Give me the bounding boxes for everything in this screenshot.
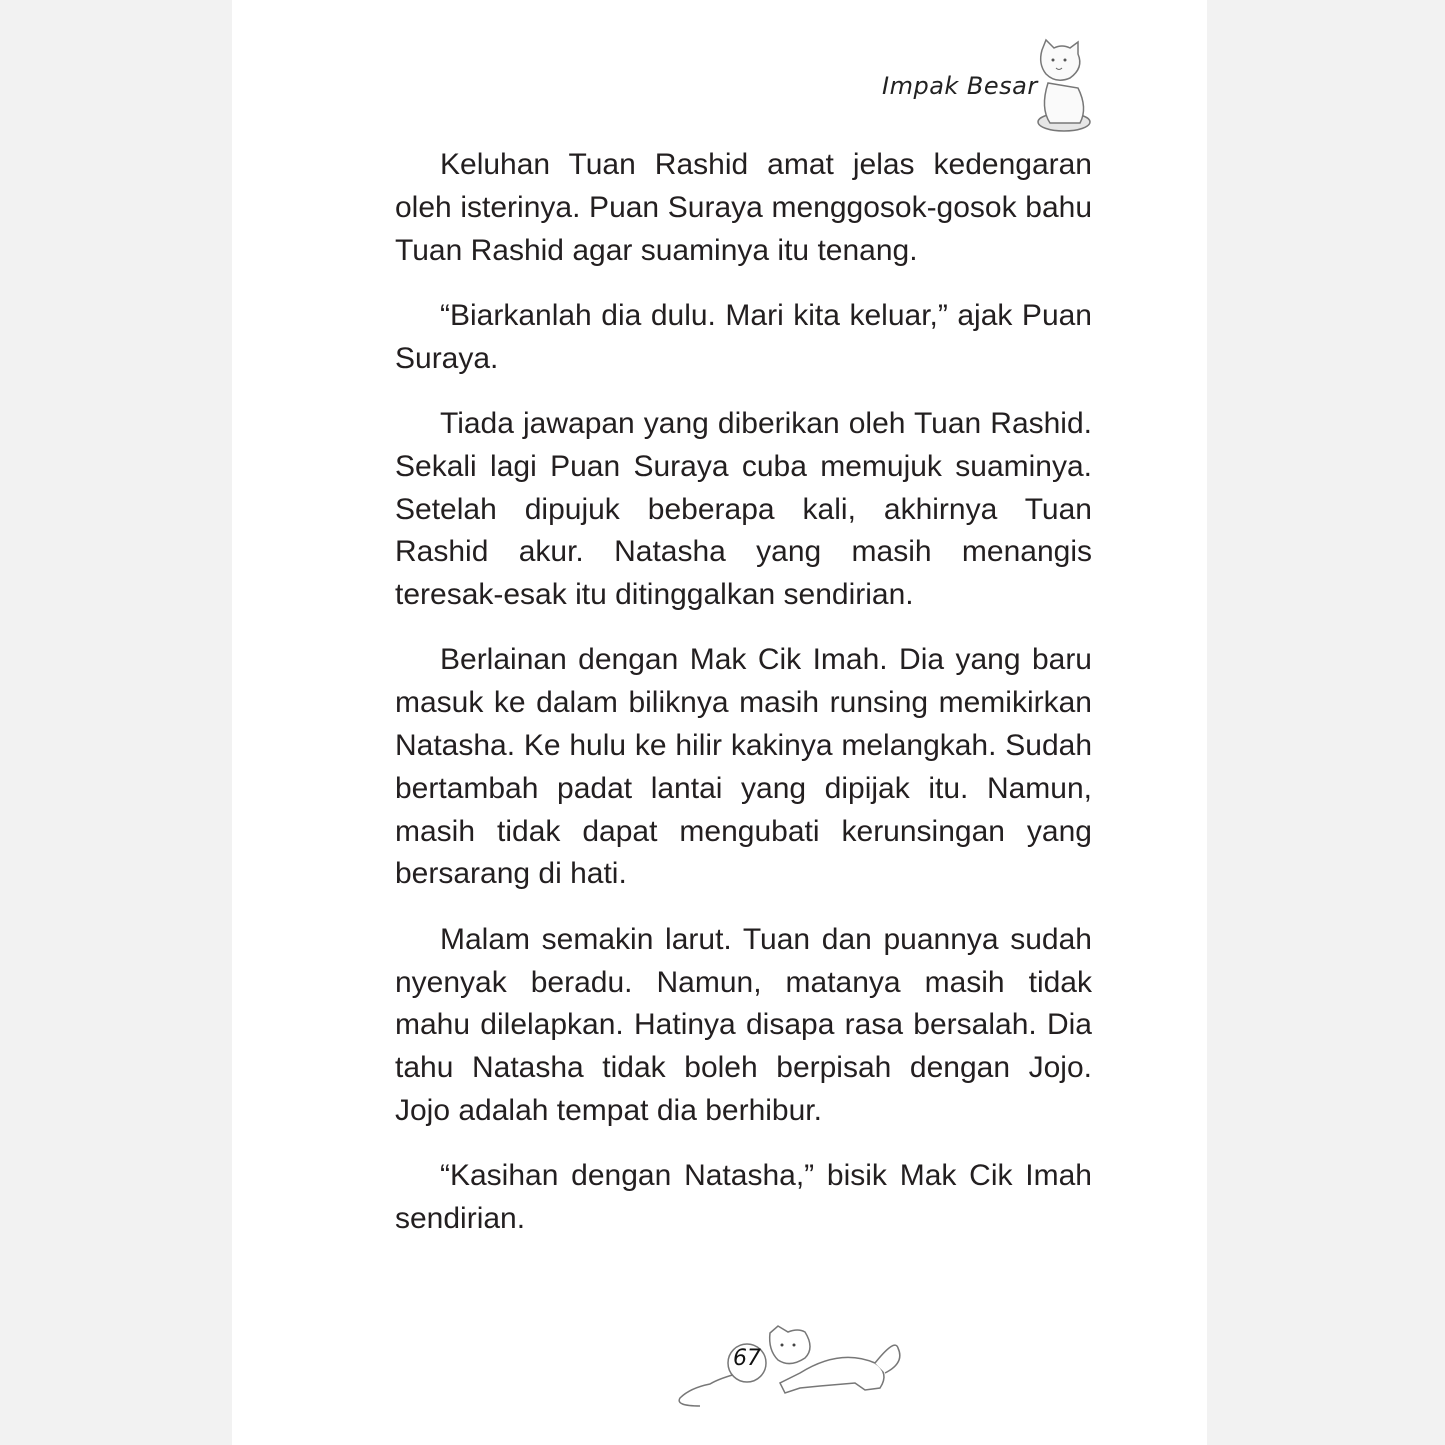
paragraph: Malam semakin larut. Tuan dan puannya sudah nyenyak beradu. Namun, matanya masih tidak mahu dilelapkan. Hatinya disapa rasa bersalah. Dia tahu Natasha tidak boleh berpisah dengan Jojo. Jojo adalah tempat dia berhibur. bbox=[395, 922, 1092, 1127]
paragraph: Berlainan dengan Mak Cik Imah. Dia yang baru masuk ke dalam biliknya masih runsing memikirkan Natasha. Ke hulu ke hilir kakinya melangkah. Sudah bertambah padat lantai yang dipijak itu. Namun, masih tidak dapat mengubati kerunsingan yang bersarang di hati. bbox=[395, 643, 1092, 891]
page-number: 67 bbox=[733, 1346, 761, 1371]
paragraph: “Kasihan dengan Natasha,” bisik Mak Cik Imah sendirian. bbox=[395, 1159, 1092, 1236]
sitting-cat-illustration bbox=[1028, 38, 1093, 133]
paragraph: “Biarkanlah dia dulu. Mari kita keluar,” ajak Puan Suraya. bbox=[395, 298, 1092, 375]
paragraph: Keluhan Tuan Rashid amat jelas kedengaran oleh isterinya. Puan Suraya menggosok-gosok bahu Tuan Rashid agar suaminya itu tenang. bbox=[395, 148, 1092, 267]
paragraph: Tiada jawapan yang diberikan oleh Tuan Rashid. Sekali lagi Puan Suraya cuba memujuk suaminya. Setelah dipujuk beberapa kali, akhirnya Tuan Rashid akur. Natasha yang masih menangis teresak-esak itu ditinggalkan sendirian. bbox=[395, 406, 1092, 612]
running-title: Impak Besar bbox=[882, 72, 1038, 100]
body-text bbox=[395, 144, 1092, 1263]
cat-with-yarn-illustration bbox=[670, 1318, 910, 1418]
